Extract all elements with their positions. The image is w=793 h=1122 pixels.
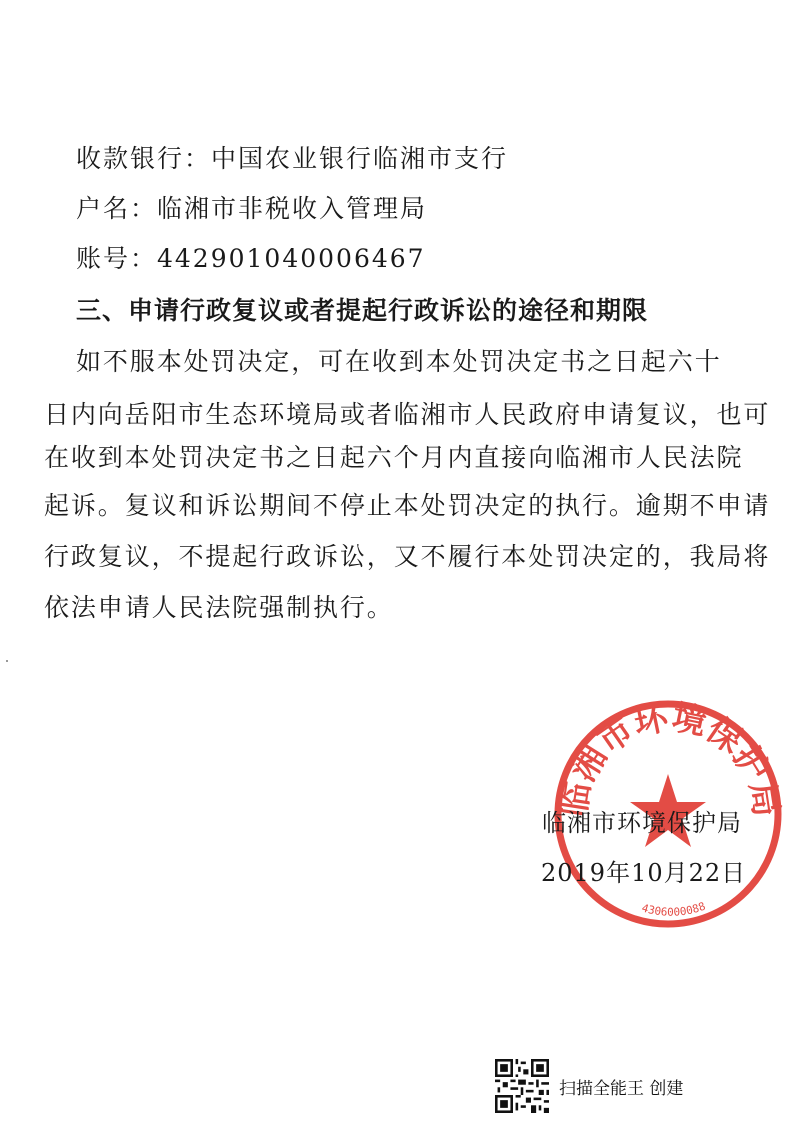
account-number: 账号：442901040006467 — [76, 244, 426, 273]
scanner-label: 扫描全能王 创建 — [559, 1078, 684, 1099]
section-heading: 三、申请行政复议或者提起行政诉讼的途径和期限 — [76, 296, 649, 325]
scan-speck — [6, 660, 8, 662]
paragraph-line: 如不服本处罚决定，可在收到本处罚决定书之日起六十 — [76, 347, 722, 376]
paragraph-line: 日内向岳阳市生态环境局或者临湘市人民政府申请复议，也可 — [44, 400, 771, 429]
paragraph-line: 依法申请人民法院强制执行。 — [44, 593, 394, 622]
signing-date: 2019年10月22日 — [541, 859, 747, 887]
account-name: 户名：临湘市非税收入管理局 — [76, 194, 428, 223]
payee-bank: 收款银行：中国农业银行临湘市支行 — [76, 144, 509, 173]
svg-text:4306000088 — [640, 900, 707, 919]
signing-organization: 临湘市环境保护局 — [542, 809, 742, 837]
seal-text: 临湘市环境保护局 — [553, 697, 787, 820]
qr-code-icon — [495, 1059, 549, 1113]
seal-number: 4306000088 — [640, 899, 708, 919]
scanner-watermark — [495, 1058, 683, 1114]
paragraph-line: 行政复议，不提起行政诉讼，又不履行本处罚决定的，我局将 — [44, 542, 771, 571]
paragraph-line: 起诉。复议和诉讼期间不停止本处罚决定的执行。逾期不申请 — [44, 491, 771, 520]
paragraph-line: 在收到本处罚决定书之日起六个月内直接向临湘市人民法院 — [44, 443, 744, 472]
